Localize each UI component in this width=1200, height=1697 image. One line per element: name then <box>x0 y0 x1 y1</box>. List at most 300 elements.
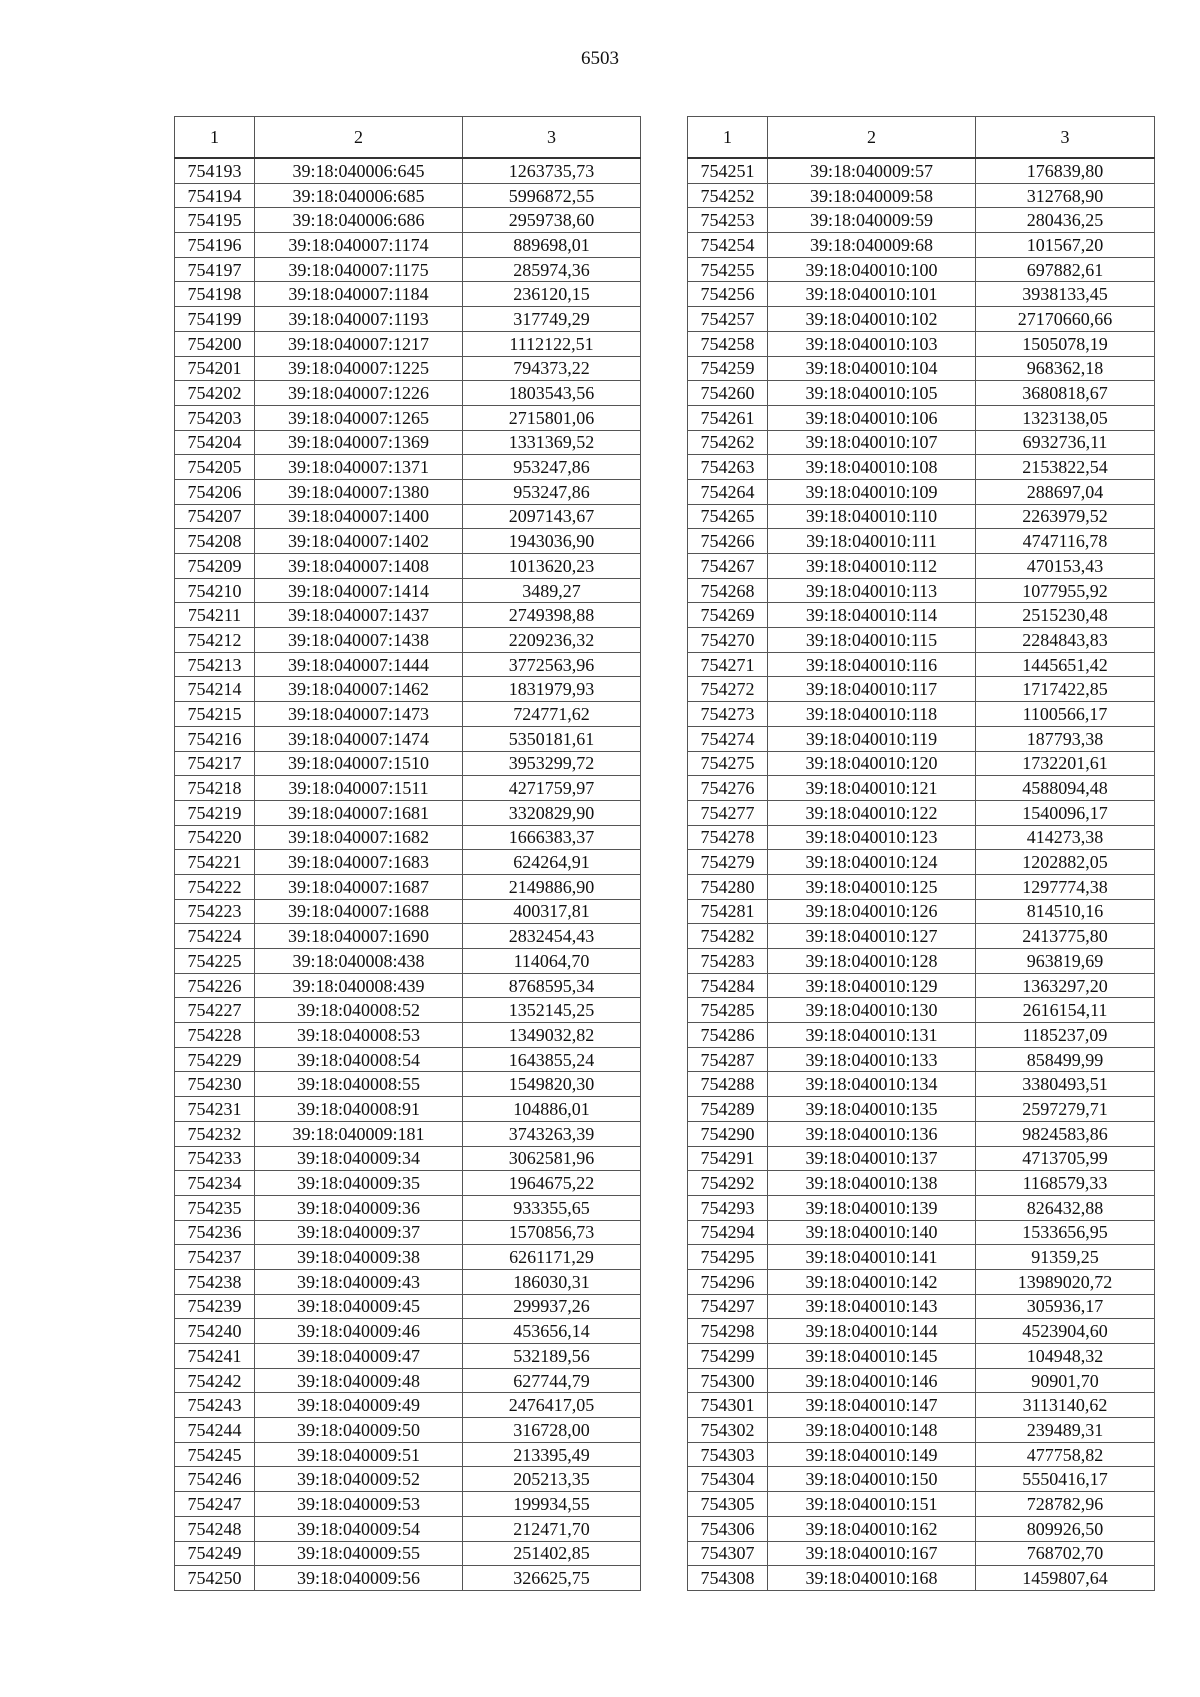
cadastral-number-cell: 39:18:040010:107 <box>768 430 976 455</box>
value-cell: 3380493,51 <box>976 1072 1155 1097</box>
row-number-cell: 754305 <box>688 1492 768 1517</box>
page-number: 6503 <box>581 48 619 69</box>
left-table-header <box>175 117 641 159</box>
row-number-cell: 754194 <box>175 183 255 208</box>
table-row <box>175 529 641 554</box>
value-cell: 2097143,67 <box>463 504 641 529</box>
table-row <box>175 874 641 899</box>
cadastral-number-cell: 39:18:040010:143 <box>768 1294 976 1319</box>
table-row <box>688 1245 1155 1270</box>
table-row <box>175 1467 641 1492</box>
value-cell: 1643855,24 <box>463 1047 641 1072</box>
value-cell: 3489,27 <box>463 578 641 603</box>
cadastral-number-cell: 39:18:040007:1511 <box>255 776 463 801</box>
table-row <box>688 356 1155 381</box>
value-cell: 953247,86 <box>463 479 641 504</box>
value-cell: 2832454,43 <box>463 924 641 949</box>
table-row <box>688 1072 1155 1097</box>
row-number-cell: 754291 <box>688 1146 768 1171</box>
table-row <box>175 924 641 949</box>
value-cell: 2284843,83 <box>976 628 1155 653</box>
value-cell: 2597279,71 <box>976 1097 1155 1122</box>
cadastral-number-cell: 39:18:040007:1174 <box>255 233 463 258</box>
cadastral-number-cell: 39:18:040010:112 <box>768 554 976 579</box>
cadastral-number-cell: 39:18:040009:56 <box>255 1566 463 1591</box>
row-number-cell: 754197 <box>175 257 255 282</box>
table-row <box>175 1566 641 1591</box>
row-number-cell: 754229 <box>175 1047 255 1072</box>
row-number-cell: 754247 <box>175 1492 255 1517</box>
header-col-1: 1 <box>175 117 255 159</box>
row-number-cell: 754274 <box>688 726 768 751</box>
table-row <box>688 628 1155 653</box>
table-row <box>175 776 641 801</box>
row-number-cell: 754256 <box>688 282 768 307</box>
row-number-cell: 754253 <box>688 208 768 233</box>
cadastral-number-cell: 39:18:040010:125 <box>768 874 976 899</box>
cadastral-number-cell: 39:18:040010:114 <box>768 603 976 628</box>
row-number-cell: 754285 <box>688 998 768 1023</box>
row-number-cell: 754275 <box>688 751 768 776</box>
value-cell: 953247,86 <box>463 455 641 480</box>
cadastral-number-cell: 39:18:040009:181 <box>255 1121 463 1146</box>
table-row <box>175 825 641 850</box>
value-cell: 13989020,72 <box>976 1269 1155 1294</box>
table-row <box>688 973 1155 998</box>
table-row <box>688 1442 1155 1467</box>
row-number-cell: 754198 <box>175 282 255 307</box>
row-number-cell: 754233 <box>175 1146 255 1171</box>
row-number-cell: 754222 <box>175 874 255 899</box>
cadastral-number-cell: 39:18:040009:43 <box>255 1269 463 1294</box>
cadastral-number-cell: 39:18:040007:1400 <box>255 504 463 529</box>
value-cell: 3772563,96 <box>463 652 641 677</box>
header-col-1: 1 <box>688 117 768 159</box>
row-number-cell: 754303 <box>688 1442 768 1467</box>
cadastral-number-cell: 39:18:040008:52 <box>255 998 463 1023</box>
cadastral-number-cell: 39:18:040008:54 <box>255 1047 463 1072</box>
value-cell: 4588094,48 <box>976 776 1155 801</box>
cadastral-number-cell: 39:18:040006:685 <box>255 183 463 208</box>
table-row <box>175 1245 641 1270</box>
cadastral-number-cell: 39:18:040010:147 <box>768 1393 976 1418</box>
cadastral-number-cell: 39:18:040010:122 <box>768 800 976 825</box>
row-number-cell: 754289 <box>688 1097 768 1122</box>
row-number-cell: 754283 <box>688 949 768 974</box>
table-row <box>688 751 1155 776</box>
value-cell: 239489,31 <box>976 1418 1155 1443</box>
row-number-cell: 754255 <box>688 257 768 282</box>
table-row <box>175 899 641 924</box>
row-number-cell: 754202 <box>175 381 255 406</box>
row-number-cell: 754201 <box>175 356 255 381</box>
table-row <box>688 1344 1155 1369</box>
value-cell: 1533656,95 <box>976 1220 1155 1245</box>
value-cell: 91359,25 <box>976 1245 1155 1270</box>
table-row <box>175 233 641 258</box>
value-cell: 1185237,09 <box>976 1023 1155 1048</box>
row-number-cell: 754248 <box>175 1516 255 1541</box>
table-row <box>688 1097 1155 1122</box>
cadastral-number-cell: 39:18:040010:130 <box>768 998 976 1023</box>
value-cell: 3953299,72 <box>463 751 641 776</box>
value-cell: 187793,38 <box>976 726 1155 751</box>
table-row <box>688 1492 1155 1517</box>
value-cell: 2959738,60 <box>463 208 641 233</box>
header-col-2: 2 <box>255 117 463 159</box>
cadastral-number-cell: 39:18:040007:1690 <box>255 924 463 949</box>
value-cell: 2149886,90 <box>463 874 641 899</box>
table-row <box>688 1368 1155 1393</box>
value-cell: 2715801,06 <box>463 405 641 430</box>
table-row <box>688 1269 1155 1294</box>
row-number-cell: 754308 <box>688 1566 768 1591</box>
value-cell: 2616154,11 <box>976 998 1155 1023</box>
table-row <box>688 1220 1155 1245</box>
row-number-cell: 754250 <box>175 1566 255 1591</box>
cadastral-number-cell: 39:18:040009:68 <box>768 233 976 258</box>
table-row <box>175 1146 641 1171</box>
cadastral-number-cell: 39:18:040010:117 <box>768 677 976 702</box>
value-cell: 453656,14 <box>463 1319 641 1344</box>
value-cell: 5550416,17 <box>976 1467 1155 1492</box>
cadastral-number-cell: 39:18:040010:109 <box>768 479 976 504</box>
table-row <box>175 1269 641 1294</box>
cadastral-number-cell: 39:18:040007:1380 <box>255 479 463 504</box>
table-row <box>175 356 641 381</box>
left-table-body <box>175 158 641 1590</box>
value-cell: 285974,36 <box>463 257 641 282</box>
table-row <box>688 998 1155 1023</box>
value-cell: 1964675,22 <box>463 1171 641 1196</box>
row-number-cell: 754215 <box>175 702 255 727</box>
row-number-cell: 754240 <box>175 1319 255 1344</box>
table-row <box>688 603 1155 628</box>
cadastral-number-cell: 39:18:040010:121 <box>768 776 976 801</box>
row-number-cell: 754270 <box>688 628 768 653</box>
value-cell: 176839,80 <box>976 158 1155 183</box>
cadastral-number-cell: 39:18:040010:128 <box>768 949 976 974</box>
cadastral-number-cell: 39:18:040009:54 <box>255 1516 463 1541</box>
row-number-cell: 754264 <box>688 479 768 504</box>
table-row <box>175 554 641 579</box>
value-cell: 1549820,30 <box>463 1072 641 1097</box>
value-cell: 2263979,52 <box>976 504 1155 529</box>
value-cell: 1732201,61 <box>976 751 1155 776</box>
table-row <box>175 158 641 183</box>
value-cell: 9824583,86 <box>976 1121 1155 1146</box>
value-cell: 1363297,20 <box>976 973 1155 998</box>
value-cell: 6261171,29 <box>463 1245 641 1270</box>
cadastral-number-cell: 39:18:040009:35 <box>255 1171 463 1196</box>
table-row <box>688 1566 1155 1591</box>
cadastral-number-cell: 39:18:040009:55 <box>255 1541 463 1566</box>
row-number-cell: 754300 <box>688 1368 768 1393</box>
row-number-cell: 754199 <box>175 307 255 332</box>
row-number-cell: 754262 <box>688 430 768 455</box>
row-number-cell: 754268 <box>688 578 768 603</box>
value-cell: 768702,70 <box>976 1541 1155 1566</box>
value-cell: 3938133,45 <box>976 282 1155 307</box>
value-cell: 933355,65 <box>463 1195 641 1220</box>
row-number-cell: 754266 <box>688 529 768 554</box>
cadastral-number-cell: 39:18:040007:1682 <box>255 825 463 850</box>
table-row <box>688 899 1155 924</box>
row-number-cell: 754307 <box>688 1541 768 1566</box>
cadastral-number-cell: 39:18:040010:113 <box>768 578 976 603</box>
value-cell: 414273,38 <box>976 825 1155 850</box>
cadastral-number-cell: 39:18:040010:129 <box>768 973 976 998</box>
row-number-cell: 754294 <box>688 1220 768 1245</box>
table-row <box>175 479 641 504</box>
value-cell: 889698,01 <box>463 233 641 258</box>
cadastral-number-cell: 39:18:040007:1687 <box>255 874 463 899</box>
header-col-3: 3 <box>463 117 641 159</box>
row-number-cell: 754230 <box>175 1072 255 1097</box>
value-cell: 1540096,17 <box>976 800 1155 825</box>
cadastral-number-cell: 39:18:040010:135 <box>768 1097 976 1122</box>
table-row <box>175 652 641 677</box>
table-row <box>175 1442 641 1467</box>
value-cell: 1263735,73 <box>463 158 641 183</box>
row-number-cell: 754239 <box>175 1294 255 1319</box>
table-row <box>688 1121 1155 1146</box>
row-number-cell: 754231 <box>175 1097 255 1122</box>
row-number-cell: 754272 <box>688 677 768 702</box>
row-number-cell: 754243 <box>175 1393 255 1418</box>
row-number-cell: 754209 <box>175 554 255 579</box>
value-cell: 400317,81 <box>463 899 641 924</box>
value-cell: 4523904,60 <box>976 1319 1155 1344</box>
row-number-cell: 754249 <box>175 1541 255 1566</box>
value-cell: 213395,49 <box>463 1442 641 1467</box>
value-cell: 1459807,64 <box>976 1566 1155 1591</box>
value-cell: 1831979,93 <box>463 677 641 702</box>
table-row <box>688 800 1155 825</box>
table-row <box>688 578 1155 603</box>
value-cell: 90901,70 <box>976 1368 1155 1393</box>
table-row <box>175 1047 641 1072</box>
table-row <box>175 331 641 356</box>
table-row <box>175 1344 641 1369</box>
table-row <box>688 282 1155 307</box>
value-cell: 794373,22 <box>463 356 641 381</box>
cadastral-number-cell: 39:18:040008:55 <box>255 1072 463 1097</box>
table-row <box>688 158 1155 183</box>
row-number-cell: 754276 <box>688 776 768 801</box>
cadastral-number-cell: 39:18:040007:1371 <box>255 455 463 480</box>
table-row <box>688 405 1155 430</box>
table-row <box>175 677 641 702</box>
row-number-cell: 754261 <box>688 405 768 430</box>
row-number-cell: 754226 <box>175 973 255 998</box>
row-number-cell: 754204 <box>175 430 255 455</box>
cadastral-number-cell: 39:18:040009:34 <box>255 1146 463 1171</box>
value-cell: 1112122,51 <box>463 331 641 356</box>
cadastral-number-cell: 39:18:040010:149 <box>768 1442 976 1467</box>
row-number-cell: 754195 <box>175 208 255 233</box>
row-number-cell: 754228 <box>175 1023 255 1048</box>
cadastral-number-cell: 39:18:040007:1225 <box>255 356 463 381</box>
right-table-body <box>688 158 1155 1590</box>
row-number-cell: 754220 <box>175 825 255 850</box>
row-number-cell: 754265 <box>688 504 768 529</box>
cadastral-number-cell: 39:18:040009:49 <box>255 1393 463 1418</box>
value-cell: 1717422,85 <box>976 677 1155 702</box>
value-cell: 1666383,37 <box>463 825 641 850</box>
cadastral-number-cell: 39:18:040007:1184 <box>255 282 463 307</box>
table-row <box>175 504 641 529</box>
cadastral-number-cell: 39:18:040007:1437 <box>255 603 463 628</box>
row-number-cell: 754221 <box>175 850 255 875</box>
cadastral-number-cell: 39:18:040010:141 <box>768 1245 976 1270</box>
row-number-cell: 754251 <box>688 158 768 183</box>
table-row <box>175 603 641 628</box>
cadastral-number-cell: 39:18:040008:439 <box>255 973 463 998</box>
table-row <box>688 381 1155 406</box>
table-row <box>175 1319 641 1344</box>
table-row <box>175 1121 641 1146</box>
table-row <box>175 1516 641 1541</box>
row-number-cell: 754244 <box>175 1418 255 1443</box>
value-cell: 288697,04 <box>976 479 1155 504</box>
table-row <box>688 504 1155 529</box>
cadastral-number-cell: 39:18:040010:137 <box>768 1146 976 1171</box>
row-number-cell: 754278 <box>688 825 768 850</box>
cadastral-number-cell: 39:18:040009:46 <box>255 1319 463 1344</box>
value-cell: 104948,32 <box>976 1344 1155 1369</box>
value-cell: 305936,17 <box>976 1294 1155 1319</box>
cadastral-number-cell: 39:18:040009:59 <box>768 208 976 233</box>
value-cell: 697882,61 <box>976 257 1155 282</box>
cadastral-number-cell: 39:18:040009:50 <box>255 1418 463 1443</box>
row-number-cell: 754257 <box>688 307 768 332</box>
value-cell: 4747116,78 <box>976 529 1155 554</box>
row-number-cell: 754241 <box>175 1344 255 1369</box>
value-cell: 470153,43 <box>976 554 1155 579</box>
value-cell: 1943036,90 <box>463 529 641 554</box>
row-number-cell: 754223 <box>175 899 255 924</box>
cadastral-number-cell: 39:18:040010:140 <box>768 1220 976 1245</box>
row-number-cell: 754304 <box>688 1467 768 1492</box>
value-cell: 101567,20 <box>976 233 1155 258</box>
right-table-header <box>688 117 1155 159</box>
table-row <box>175 1294 641 1319</box>
cadastral-number-cell: 39:18:040007:1402 <box>255 529 463 554</box>
value-cell: 299937,26 <box>463 1294 641 1319</box>
table-row <box>688 726 1155 751</box>
table-row <box>688 677 1155 702</box>
table-row <box>175 1368 641 1393</box>
value-cell: 1505078,19 <box>976 331 1155 356</box>
table-row <box>175 751 641 776</box>
cadastral-number-cell: 39:18:040010:110 <box>768 504 976 529</box>
value-cell: 1352145,25 <box>463 998 641 1023</box>
value-cell: 968362,18 <box>976 356 1155 381</box>
cadastral-number-cell: 39:18:040006:686 <box>255 208 463 233</box>
value-cell: 858499,99 <box>976 1047 1155 1072</box>
table-row <box>175 998 641 1023</box>
cadastral-number-cell: 39:18:040009:58 <box>768 183 976 208</box>
row-number-cell: 754210 <box>175 578 255 603</box>
table-row <box>175 850 641 875</box>
cadastral-number-cell: 39:18:040007:1414 <box>255 578 463 603</box>
table-row <box>688 479 1155 504</box>
table-row <box>688 1516 1155 1541</box>
value-cell: 1013620,23 <box>463 554 641 579</box>
row-number-cell: 754236 <box>175 1220 255 1245</box>
value-cell: 1570856,73 <box>463 1220 641 1245</box>
table-row <box>175 1072 641 1097</box>
value-cell: 814510,16 <box>976 899 1155 924</box>
cadastral-number-cell: 39:18:040006:645 <box>255 158 463 183</box>
cadastral-number-cell: 39:18:040010:118 <box>768 702 976 727</box>
cadastral-number-cell: 39:18:040009:47 <box>255 1344 463 1369</box>
value-cell: 212471,70 <box>463 1516 641 1541</box>
cadastral-number-cell: 39:18:040010:104 <box>768 356 976 381</box>
table-row <box>175 1393 641 1418</box>
table-row <box>688 554 1155 579</box>
value-cell: 4271759,97 <box>463 776 641 801</box>
table-row <box>175 381 641 406</box>
row-number-cell: 754297 <box>688 1294 768 1319</box>
table-row <box>688 1393 1155 1418</box>
row-number-cell: 754196 <box>175 233 255 258</box>
row-number-cell: 754290 <box>688 1121 768 1146</box>
value-cell: 1445651,42 <box>976 652 1155 677</box>
table-row <box>688 776 1155 801</box>
cadastral-number-cell: 39:18:040007:1265 <box>255 405 463 430</box>
table-row <box>175 949 641 974</box>
value-cell: 826432,88 <box>976 1195 1155 1220</box>
table-row <box>175 257 641 282</box>
cadastral-number-cell: 39:18:040010:120 <box>768 751 976 776</box>
value-cell: 724771,62 <box>463 702 641 727</box>
table-row <box>688 1541 1155 1566</box>
cadastral-number-cell: 39:18:040010:100 <box>768 257 976 282</box>
table-row <box>175 1097 641 1122</box>
value-cell: 6932736,11 <box>976 430 1155 455</box>
value-cell: 316728,00 <box>463 1418 641 1443</box>
row-number-cell: 754224 <box>175 924 255 949</box>
value-cell: 317749,29 <box>463 307 641 332</box>
row-number-cell: 754260 <box>688 381 768 406</box>
row-number-cell: 754234 <box>175 1171 255 1196</box>
table-row <box>175 1171 641 1196</box>
row-number-cell: 754271 <box>688 652 768 677</box>
row-number-cell: 754246 <box>175 1467 255 1492</box>
cadastral-number-cell: 39:18:040010:150 <box>768 1467 976 1492</box>
table-row <box>688 1294 1155 1319</box>
cadastral-number-cell: 39:18:040007:1474 <box>255 726 463 751</box>
row-number-cell: 754252 <box>688 183 768 208</box>
row-number-cell: 754299 <box>688 1344 768 1369</box>
table-row <box>175 800 641 825</box>
table-row <box>688 331 1155 356</box>
table-row <box>688 430 1155 455</box>
table-row <box>688 257 1155 282</box>
row-number-cell: 754227 <box>175 998 255 1023</box>
table-row <box>688 1319 1155 1344</box>
value-cell: 205213,35 <box>463 1467 641 1492</box>
cadastral-number-cell: 39:18:040007:1217 <box>255 331 463 356</box>
cadastral-number-cell: 39:18:040007:1193 <box>255 307 463 332</box>
row-number-cell: 754259 <box>688 356 768 381</box>
cadastral-number-cell: 39:18:040010:134 <box>768 1072 976 1097</box>
table-row <box>175 455 641 480</box>
row-number-cell: 754208 <box>175 529 255 554</box>
value-cell: 2749398,88 <box>463 603 641 628</box>
